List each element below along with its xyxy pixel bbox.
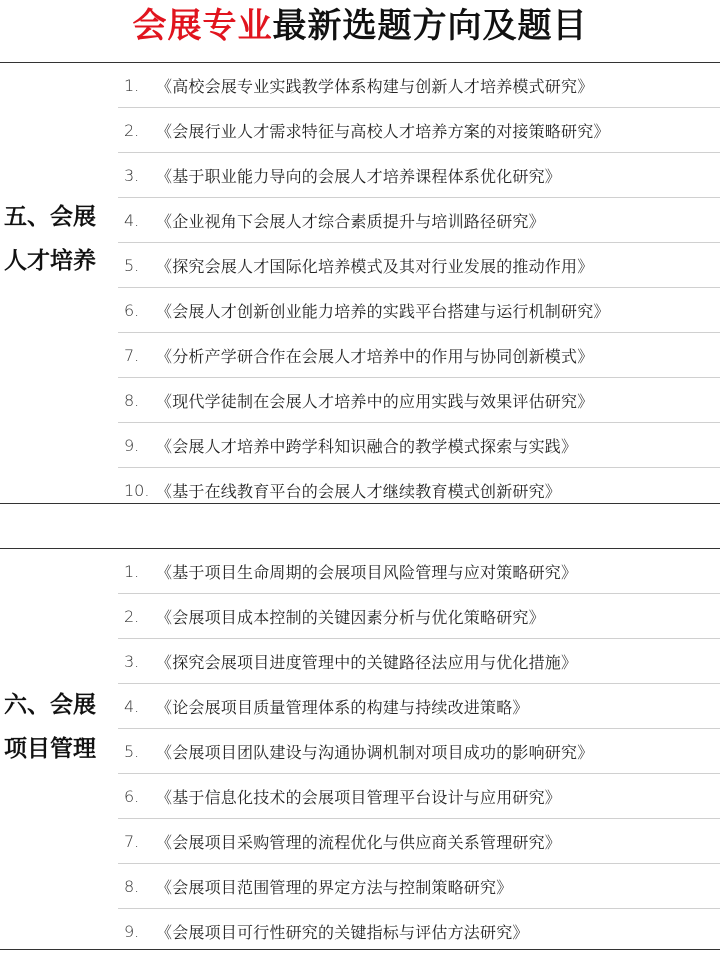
list-item	[118, 468, 720, 512]
list-item	[118, 639, 720, 684]
item-number: 2.	[124, 606, 140, 626]
item-number: 5.	[124, 255, 140, 275]
item-number: 7.	[124, 345, 140, 365]
category-line: 项目管理	[4, 735, 96, 762]
item-number: 6.	[124, 300, 140, 320]
list-item	[118, 333, 720, 378]
item-text: 《探究会展项目进度管理中的关键路径法应用与优化措施》	[156, 652, 578, 672]
list-item	[118, 153, 720, 198]
item-number: 1.	[124, 75, 140, 95]
list-item	[118, 819, 720, 864]
item-text: 《会展项目采购管理的流程优化与供应商关系管理研究》	[156, 832, 562, 852]
section-category	[4, 195, 114, 283]
item-text: 《基于在线教育平台的会展人才继续教育模式创新研究》	[156, 481, 562, 501]
category-line: 人才培养	[4, 247, 96, 274]
item-text: 《会展项目范围管理的界定方法与控制策略研究》	[156, 877, 513, 897]
list-item	[118, 729, 720, 774]
item-number: 3.	[124, 651, 140, 671]
item-text: 《论会展项目质量管理体系的构建与持续改进策略》	[156, 697, 529, 717]
item-number: 9.	[124, 921, 140, 941]
item-number: 9.	[124, 435, 140, 455]
item-text: 《会展项目团队建设与沟通协调机制对项目成功的影响研究》	[156, 742, 594, 762]
category-line: 五、会展	[4, 203, 96, 230]
item-text: 《基于项目生命周期的会展项目风险管理与应对策略研究》	[156, 562, 578, 582]
list-item	[118, 288, 720, 333]
item-text: 《探究会展人才国际化培养模式及其对行业发展的推动作用》	[156, 256, 594, 276]
list-item	[118, 684, 720, 729]
list-item	[118, 909, 720, 953]
list-item	[118, 423, 720, 468]
item-number: 1.	[124, 561, 140, 581]
item-text: 《基于信息化技术的会展项目管理平台设计与应用研究》	[156, 787, 562, 807]
item-text: 《会展项目成本控制的关键因素分析与优化策略研究》	[156, 607, 545, 627]
item-text: 《会展行业人才需求特征与高校人才培养方案的对接策略研究》	[156, 121, 610, 141]
list-item	[118, 63, 720, 108]
item-number: 4.	[124, 696, 140, 716]
item-number: 8.	[124, 390, 140, 410]
list-item	[118, 198, 720, 243]
list-item	[118, 864, 720, 909]
item-number: 4.	[124, 210, 140, 230]
section-category	[4, 683, 114, 771]
item-number: 5.	[124, 741, 140, 761]
page-title	[0, 0, 720, 52]
item-number: 3.	[124, 165, 140, 185]
topic-list	[118, 549, 720, 953]
item-number: 7.	[124, 831, 140, 851]
list-item	[118, 549, 720, 594]
item-text: 《高校会展专业实践教学体系构建与创新人才培养模式研究》	[156, 76, 594, 96]
list-item	[118, 108, 720, 153]
item-text: 《分析产学研合作在会展人才培养中的作用与协同创新模式》	[156, 346, 594, 366]
item-text: 《企业视角下会展人才综合素质提升与培训路径研究》	[156, 211, 545, 231]
item-number: 8.	[124, 876, 140, 896]
item-number: 6.	[124, 786, 140, 806]
item-text: 《基于职业能力导向的会展人才培养课程体系优化研究》	[156, 166, 562, 186]
item-text: 《会展项目可行性研究的关键指标与评估方法研究》	[156, 922, 529, 942]
topic-section-talent	[0, 62, 720, 504]
list-item	[118, 594, 720, 639]
list-item	[118, 774, 720, 819]
category-line: 六、会展	[4, 691, 96, 718]
title-main: 最新选题方向及题目	[272, 6, 588, 46]
topic-section-project	[0, 548, 720, 950]
topic-list	[118, 63, 720, 512]
item-text: 《会展人才创新创业能力培养的实践平台搭建与运行机制研究》	[156, 301, 610, 321]
list-item	[118, 243, 720, 288]
item-number: 2.	[124, 120, 140, 140]
item-text: 《会展人才培养中跨学科知识融合的教学模式探索与实践》	[156, 436, 578, 456]
title-highlight: 会展专业	[132, 6, 273, 46]
list-item	[118, 378, 720, 423]
item-number: 10.	[124, 480, 150, 500]
item-text: 《现代学徒制在会展人才培养中的应用实践与效果评估研究》	[156, 391, 594, 411]
